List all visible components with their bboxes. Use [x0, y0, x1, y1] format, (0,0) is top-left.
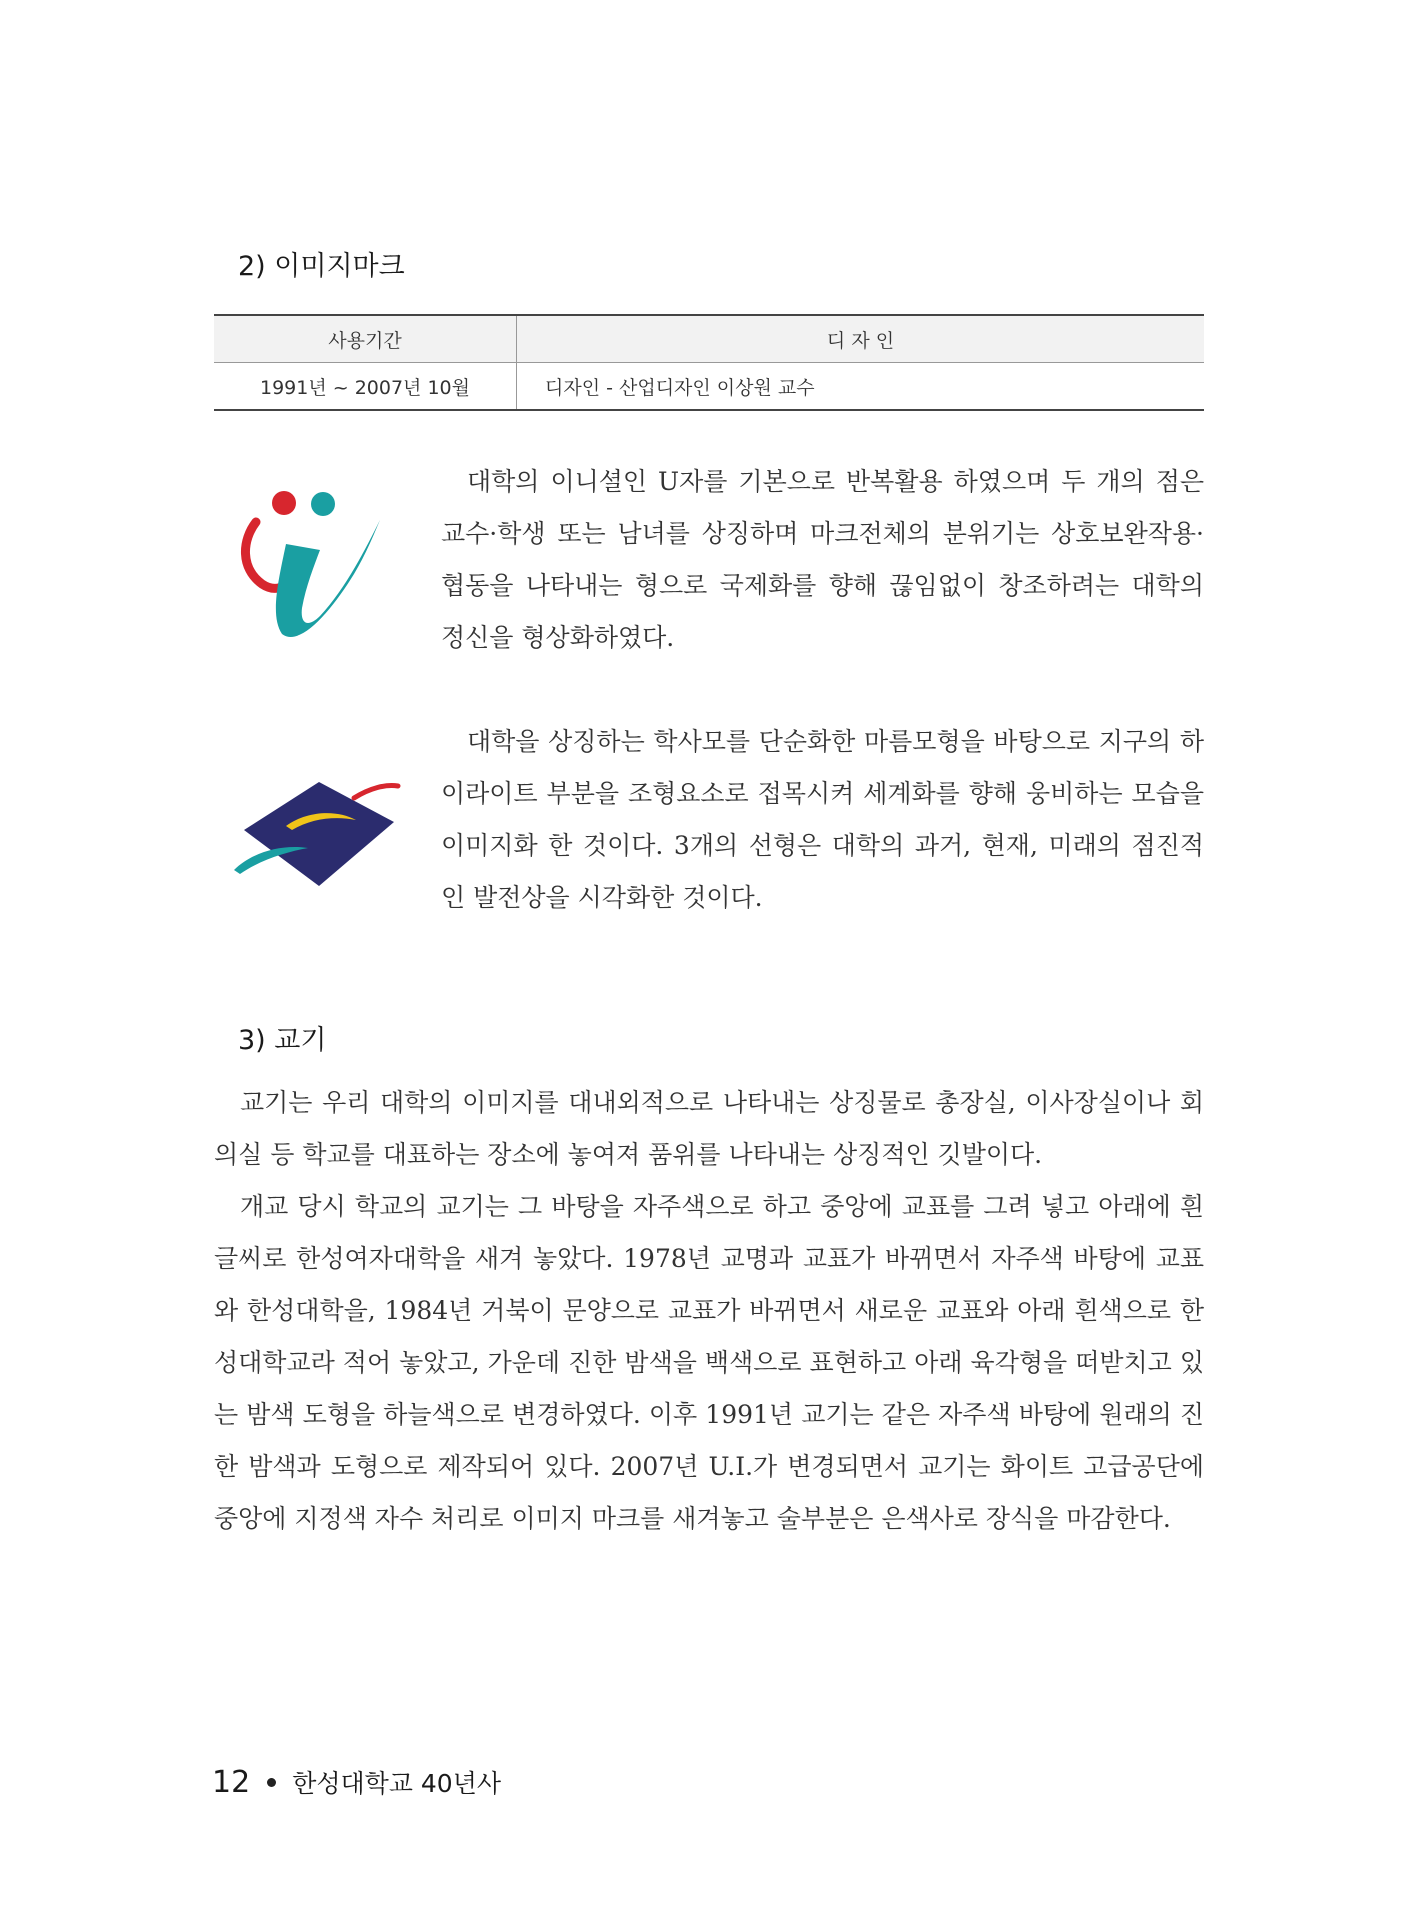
table-header-design: 디 자 인 [517, 315, 1205, 363]
section-heading-flag: 3) 교기 [238, 1025, 327, 1056]
page-footer [212, 1764, 501, 1800]
page-number: 12 [212, 1764, 251, 1800]
mortarboard-image-mark-logo [234, 760, 410, 896]
section-heading-image-mark: 2) 이미지마크 [238, 251, 405, 282]
usage-design-table [214, 314, 1204, 411]
u-mark-red-dot [272, 491, 296, 515]
table-cell-period: 1991년 ~ 2007년 10월 [214, 363, 517, 411]
cap-navy-diamond [244, 782, 394, 886]
flag-description-1: 교기는 우리 대학의 이미지를 대내외적으로 나타내는 상징물로 총장실, 이사장실이나 회의실 등 학교를 대표하는 장소에 놓여져 품위를 나타내는 상징적인 깃발이다. [214, 1088, 1204, 1169]
u-image-mark-logo [234, 478, 384, 648]
table-cell-design: 디자인 - 산업디자인 이상원 교수 [545, 376, 815, 399]
u-mark-teal-dot [311, 492, 335, 516]
table-header-row [214, 315, 1204, 363]
image-mark-description-1: 대학의 이니셜인 U자를 기본으로 반복활용 하였으며 두 개의 점은 교수·학생 또는 남녀를 상징하며 마크전체의 분위기는 상호보완작용·협동을 나타내는 형으로 국제화를 향해 끊임없이 창조하려는 대학의 정신을 형상화하였다. [441, 467, 1204, 652]
bullet-dot-icon [267, 1778, 276, 1787]
cap-red-arc [354, 786, 398, 799]
table-row [214, 363, 1204, 411]
flag-description-2: 개교 당시 학교의 교기는 그 바탕을 자주색으로 하고 중앙에 교표를 그려 넣고 아래에 흰 글씨로 한성여자대학을 새겨 놓았다. 1978년 교명과 교표가 바뀌면서 자주색 바탕에 교표와 한성대학을, 1984년 거북이 문양으로 교표가 바뀌면서 새로운 교표와 아래 흰색으로 한성대학교라 적어 놓았고, 가운데 진한 밤색을 백색으로 표현하고 아래 육각형을 떠받치고 있는 밤색 도형을 하늘색으로 변경하였다. 이후 1991년 교기는 같은 자주색 바탕에 원래의 진한 밤색과 도형으로 제작되어 있다. 2007년 U.I.가 변경되면서 교기는 화이트 고급공단에 중앙에 지정색 자수 처리로 이미지 마크를 새겨놓고 술부분은 은색사로 장식을 마감한다. [214, 1192, 1204, 1533]
image-mark-description-2: 대학을 상징하는 학사모를 단순화한 마름모형을 바탕으로 지구의 하이라이트 부분을 조형요소로 접목시켜 세계화를 향해 웅비하는 모습을 이미지화 한 것이다. 3개의 선형은 대학의 과거, 현재, 미래의 점진적인 발전상을 시각화한 것이다. [441, 727, 1204, 912]
book-title: 한성대학교 40년사 [292, 1769, 501, 1798]
u-mark-teal-stroke [276, 520, 380, 637]
table-header-period: 사용기간 [214, 315, 517, 363]
